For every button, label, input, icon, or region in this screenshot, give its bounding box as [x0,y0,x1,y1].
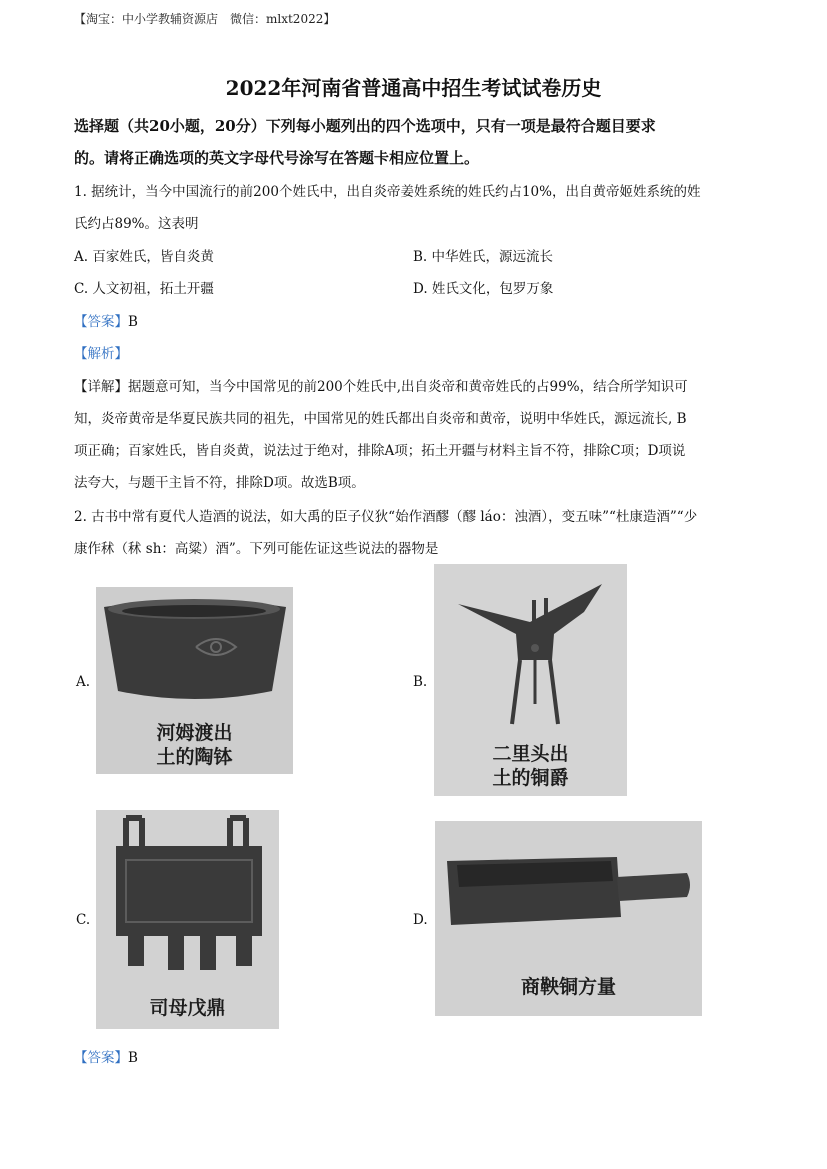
q1-stem-line2: 氏约占89%。这表明 [74,216,199,232]
q2-option-b-caption-line1: 二里头出 [492,743,569,765]
q2-option-a-image [96,587,293,774]
q1-detail-line3: 项正确；百家姓氏，皆自炎黄，说法过于绝对，排除A项；拓土开疆与材料主旨不符，排除C项；D项说 [74,443,686,459]
q1-detail-line1: 【详解】据题意可知，当今中国常见的前200个姓氏中,出自炎帝和黄帝姓氏的占99%，结合所学知识可 [74,379,688,395]
q1-detail-line2: 知，炎帝黄帝是华夏民族共同的祖先，中国常见的姓氏都出自炎帝和黄帝，说明中华姓氏，源远流长, B [74,411,687,427]
q2-answer-label: 【答案】 [74,1050,128,1066]
q2-option-b-label: B. [413,674,428,690]
q2-option-d-caption-line1: 商鞅铜方量 [520,976,616,998]
q2-option-b-caption-line2: 土的铜爵 [492,767,569,789]
page-title: 2022年河南省普通高中招生考试试卷历史 [225,76,602,100]
header-note: 【淘宝：中小学教辅资源店 微信：mlxt2022】 [74,12,336,26]
q1-option-c: C. 人文初祖，拓土开疆 [74,281,214,297]
q1-answer-value: B [128,314,138,330]
q2-answer-value: B [128,1050,138,1066]
q1-option-d: D. 姓氏文化，包罗万象 [413,281,554,297]
q1-option-a: A. 百家姓氏，皆自炎黄 [74,249,214,265]
q2-option-c-caption-line1: 司母戊鼎 [149,997,226,1019]
q2-option-d-image [435,821,702,1016]
q2-option-c-label: C. [76,912,91,928]
section-intro-line2: 的。请将正确选项的英文字母代号涂写在答题卡相应位置上。 [74,149,480,167]
q2-option-a-label: A. [76,674,91,690]
q1-answer [74,310,138,330]
q2-option-b-image [434,564,627,796]
q2-answer [74,1046,138,1066]
q2-stem-line2: 康作秫（秫 sh：高粱）酒”。下列可能佐证这些说法的器物是 [74,541,439,557]
q2-option-a-caption-line2: 土的陶钵 [156,746,233,768]
q2-option-a-caption-line1: 河姆渡出 [156,722,233,744]
q1-answer-label: 【答案】 [74,314,128,330]
q1-detail-line4: 法夸大，与题干主旨不符，排除D项。故选B项。 [74,475,365,491]
q1-option-b: B. 中华姓氏，源远流长 [413,249,554,265]
q2-option-d-label: D. [413,912,428,928]
q2-stem-line1: 2. 古书中常有夏代人造酒的说法，如大禹的臣子仪狄“始作酒醪（醪 láo：浊酒），变五味”“杜康造酒”“少 [74,509,698,525]
q1-stem-line1: 1. 据统计，当今中国流行的前200个姓氏中，出自炎帝姜姓系统的姓氏约占10%，出自黄帝姬姓系统的姓 [74,184,701,200]
q2-option-c-image [96,810,279,1029]
q1-analysis-label: 【解析】 [74,346,128,362]
section-intro-line1: 选择题（共20小题，20分）下列每小题列出的四个选项中，只有一项是最符合题目要求 [74,117,656,135]
